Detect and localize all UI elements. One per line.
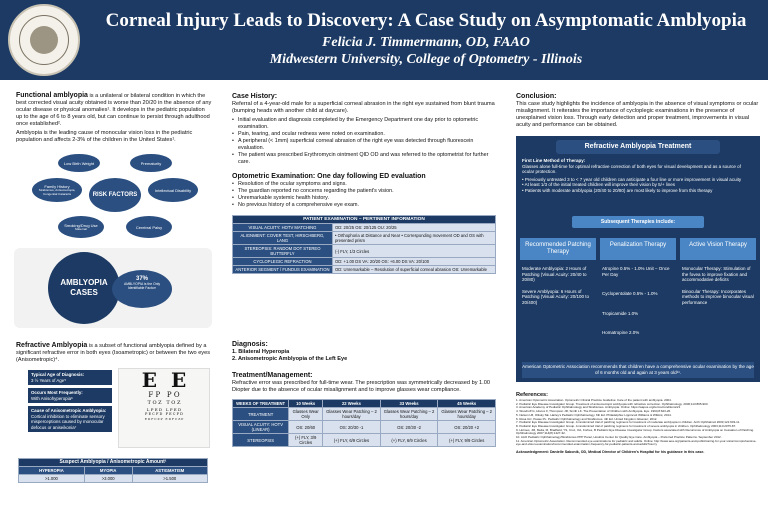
risk-factor-diagram: [30, 152, 200, 240]
poster-title: Corneal Injury Leads to Discovery: A Case Study on Asymptomatic Amblyopia: [105, 10, 747, 31]
refractive-facts: Typical Age of Diagnosis: 3 ½ Years of Age⁵ Occurs Most Frequently: With Anisohyperopia⁶ Cause of Anisometropic Amblyopia: Cortical inhibition to eliminate sensory misperceptions caused by monocular defocus or aniseikonia⁷: [28, 370, 112, 432]
case-history-heading: Case History:: [232, 93, 278, 100]
case-history-text: Referral of a 4-year-old male for a superficial corneal abrasion in the right eye sustained from blunt trauma (bumping heads with another child at daycare).: [232, 101, 495, 114]
refractive-text: Refractive Amblyopia is a subset of functional amblyopia defined by a significant refractive error in both eyes (Isoametropic) or between the two eyes (Anisometropic)⁴.: [16, 342, 211, 363]
risk-family-history: Family History Strabismus, Anisometropia, Congenital Cataracts: [32, 178, 82, 202]
left-column: [16, 92, 212, 144]
poster-header: [0, 0, 768, 80]
risk-intellectual-disability: Intellectual Disability: [148, 178, 198, 202]
references: References: 1. American Optometric Association. Optometric Clinical Practice Guideline: Care of the patient with amblyopia. 2004. 2. Pediatric Eye Disease Investigator Group. Treatment of anisometropic amblyopia with refractive correction. Ophthalmology. 2006;113:895-903. 3. American Academy of Pediatric Ophthalmology and Strabismus. Amblyopia. Online: https://aapos.org/terms/conditions/21 4. Woodruff G, Hiscox F, Thompson JR, Smith LK. The Presentation of Children with Amblyopia. Eye. 1994;8:623-26. 5. Nelson LB, Olitsky SE. Harley's Pediatric Ophthalmology. 6th Ed. Philadelphia: Lippincott Williams & Wilkins; 2014. 6. Rosa GC, Pease PL. Pediatric Ophthalmology and Strabismus. 4th Ed. United Kingdom: Elsevier; 2012. 7. Pediatric Eye Disease Investigator Group. A randomized trial of patching regimens for treatment of moderate amblyopia in children. Arch Ophthalmol 2003;121:603-11. 8. Pediatric Eye Disease Investigator Group. A randomized trial of patching regimens for treatment of severe amblyopia in children. Ophthalmology 2003;110:2075-87. 9. Holmes, JM, Melia, M, Bradfield, YS, Cruz, OA, Forbes, B Pediatric Eye Disease Investigator Group. Factors associated with Recurrence of Amblyopia on Cessation of Patching. Ophthalmology 2007;114(8):1427-32. 10. AAO Pediatric Ophthalmology/Strabismus PPP Panel, Hoskins Center for Quality Eye Care. Amblyopia – Preferred Practice Patterns. September 2012. 11. American Optometric Association. Recommended eye examinations for pediatric and adults. Online: http://www.aoa.org/patients-and-public/caring-for-your-vision/comprehensive-eye-and-vision-examination/recommended-examination-frequency-for-pediatric-patients-and-adults?sso=y Acknowledgement: Danielle Sabonik, OD, Medical Director of Children's Hospital for his guidance in this case.: [516, 392, 757, 455]
exam-bullets: • Resolution of the ocular symptoms and signs. • The guardian reported no concerns regarding the patient's vision. • Unremarkable systemic health history. • No previous history of a comprehensive eye exam.: [232, 181, 496, 209]
conclusion-section: Conclusion: This case study highlights the incidence of amblyopia in the absence of visual symptoms or ocular misalignment. It reiterates the importance of cycloplegic examinations in the presence of unexplained vision loss. Through early detection and proper treatment, improvements in visual acuity and performance can be obtained.: [516, 93, 759, 128]
treatment-panel: Refractive Amblyopia Treatment First Line Method of Therapy: Glasses alone full-time for optimal refractive correction of both eyes for visual development and as a source of ocular protection. • Previously untreated 3 to < 7 year old children can anticipate a four line or more improvement in visual acuity • At least 1/3 of the initial treated children will improve their vision by 5/+ lines • Patients with moderate amblyopia (20/40 to 20/80) are most likely to improve from this therapy Subsequent Therapies include: Recommended Patching Therapy Penalization Therapy Active Vision Therapy Moderate Amblyopia: 2 Hours of Patching (Visual Acuity: 20/40 to 20/80) Severe Amblyopia: 6 Hours of Patching (Visual Acuity: 20/100 to 20/400) Atropine 0.5% - 1.0% Unit – Once Per Day Cyclopentolate 0.5% - 1.0% Tropicamide 1.0% Homatropine 2.0% Monocular Therapy: Stimulation of the fovea to improve fixation and accommodative deficits Binocular Therapy: Incorporates methods to improve binocular visual performance American Optometric Association recommends that children have a comprehensive ocular examination by the age of 6 months old and again at 3 years old¹¹.: [516, 136, 760, 382]
university-seal: [8, 4, 80, 76]
intro-text: Functional amblyopia is a unilateral or bilateral condition in which the best corrected visual acuity obtained is worse than 20/20 in the absence of any ocular disease or physical anomalies¹. It develops in the pediatric population up to the age of 6 to 8 years old, but can continue to persist through adulthood once established².: [16, 92, 212, 127]
stat-pct-bubble: 37% AMBLYOPIA is the Only Identifiable Factor³: [112, 270, 172, 308]
risk-cerebral-palsy: Cerebral Palsy: [126, 216, 172, 238]
risk-low-birth-weight: Low Birth Weight: [58, 154, 100, 172]
amblyopia-cases-circle: AMBLYOPIA CASES: [48, 252, 120, 324]
intro-text-2: Amblyopia is the leading cause of monocular vision loss in the pediatric population and affects 2-3% of the children in the United States¹.: [16, 130, 193, 143]
stat-panel: [14, 248, 212, 328]
diagnosis-section: Diagnosis: 1. Bilateral Hyperopia 2. Anisometropic Amblyopia of the Left Eye Treatment/Management: Refractive error was prescribed for full-time wear. The prescription was symmetrically decreased by 1.00 Diopter due to the absence of ocular misalignment and to improve glasses wear compliance. WEEKS OF TREATMENT 10 Weeks 22 Weeks 33 Weeks 45 Weeks TREATMENT Glasses Wear Only Glasses Wear Patching – 2 hours/day Glasses Wear Patching – 2 hours/day Glasses Wear Patching – 2 hours/day VISUAL ACUITY: HOTV (LINEAR) OS: 20/60 OS: 20/30 -1 OS: 20/30 -2 OS: 20/20 +2 STEREOPSIS (+) FLY, 3/9 Circles (+) FLY, 6/9 Circles (+) FLY, 6/9 Circles (+) FLY, 9/9 Circles: [232, 340, 496, 447]
anisometropic-table: Suspect Amblyopia / Anisometropic Amount¹ HYPEROPIA MYOPIA ASTIGMATISM >1.000 >3.000 >1.500: [18, 458, 208, 483]
risk-prematurity: Prematurity: [130, 154, 172, 172]
treatment-table: WEEKS OF TREATMENT 10 Weeks 22 Weeks 33 Weeks 45 Weeks TREATMENT Glasses Wear Only Glasses Wear Patching – 2 hours/day Glasses Wear Patching – 2 hours/day Glasses Wear Patching – 2 hours/day VISUAL ACUITY: HOTV (LINEAR) OS: 20/60 OS: 20/30 -1 OS: 20/30 -2 OS: 20/20 +2 STEREOPSIS (+) FLY, 3/9 Circles (+) FLY, 6/9 Circles (+) FLY, 6/9 Circles (+) FLY, 9/9 Circles: [232, 399, 496, 447]
middle-column: [232, 92, 496, 274]
case-bullets: • Initial evaluation and diagnosis completed by the Emergency Department one day prior to optometric examination. • Pain, tearing, and ocular redness were noted on examination. • A peripheral (< 1mm) superficial corneal abrasion of the right eye was detected through fluorescein evaluation. • The patient was prescribed Erythromycin ointment QID OD and was referred to the optometrist for further care.: [232, 117, 496, 166]
risk-factors-center: RISK FACTORS: [88, 177, 142, 213]
refractive-section: [16, 342, 212, 364]
risk-smoking: Smoking/Drug Use Maternal: [58, 216, 104, 238]
exam-table: PATIENT EXAMINATION – PERTINENT INFORMATION VISUAL ACUITY: HOTV MATCHING OD: 20/25 OS: 20/125 OU: 20/25 ALIGNMENT: COVER TEST, HIRSCHBERG, LANG • Orthophoria at Distance and Near • Corresponding movement OD and OS with presented prism STEREOPSIS: RANDOM DOT STEREO BUTTERFLY (-) FLY, 1/3 Circles CYCLOPLEGIC REFRACTION OD: +1.00 DS VA: 20/20 OS: +6.00 DS VA: 20/100 ANTERIOR SEGMENT / FUNDUS EXAMINATION OD: Unremarkable – Resolution of superficial corneal abrasion OS: Unremarkable: [232, 215, 496, 274]
author-name: Felicia J. Timmermann, OD, FAAO: [322, 35, 530, 50]
affiliation: Midwestern University, College of Optometry - Illinois: [269, 52, 583, 67]
exam-heading: Optometric Examination: One day following ED evaluation: [232, 173, 426, 180]
eye-chart-image: E E F P P O T O Z T O Z L P E D L P E D P E C F D P E C F D E D F C Z P E D F C Z P: [118, 368, 210, 448]
